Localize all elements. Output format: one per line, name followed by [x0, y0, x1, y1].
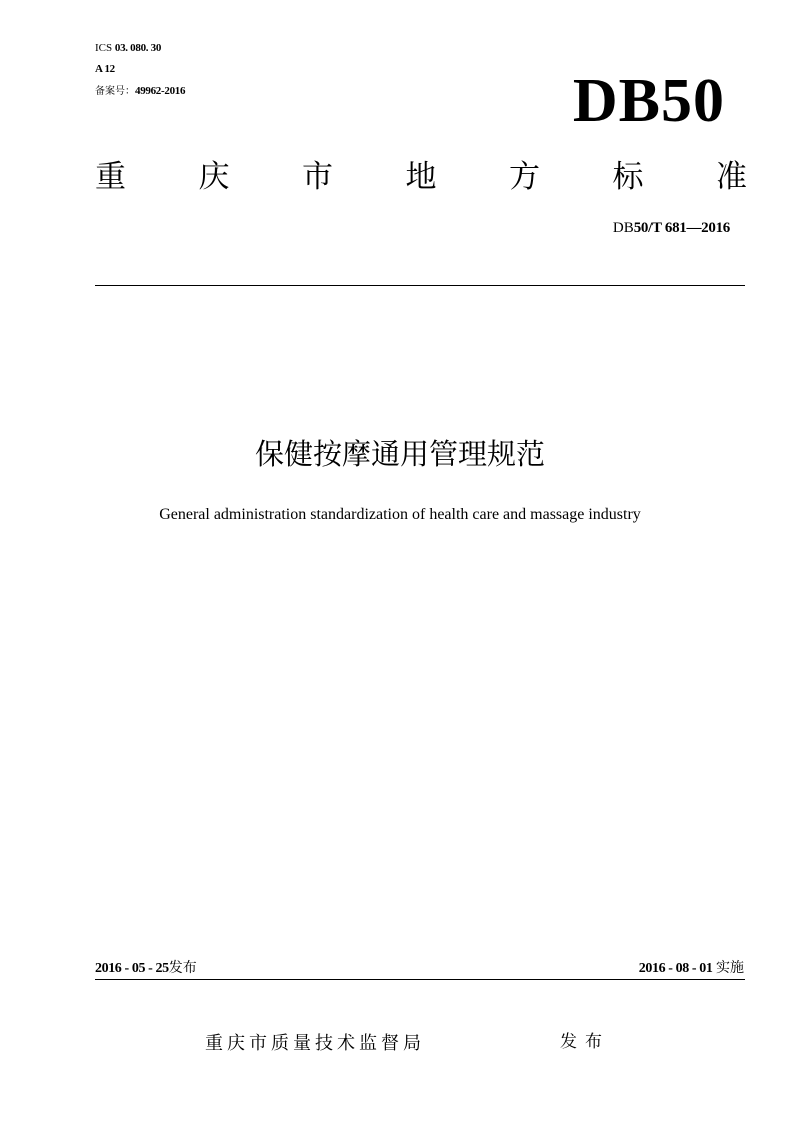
standard-type-char: 方 [509, 159, 540, 195]
ccs-code [95, 62, 115, 76]
ics-label: ICS [95, 42, 113, 54]
publish-date-value: 2016 - 05 - 25 [95, 961, 169, 976]
publish-date [95, 958, 197, 979]
db50-logo: DB50 [572, 67, 725, 135]
record-value: 49962-2016 [135, 85, 186, 97]
standard-type-char: 庆 [198, 159, 230, 195]
ccs-value: A 12 [95, 63, 115, 75]
issuing-authority: 重庆市质量技术监督局 [205, 1033, 425, 1054]
document-title-zh: 保健按摩通用管理规范 [254, 437, 545, 471]
implement-date [639, 958, 744, 979]
standard-type-char: 标 [612, 159, 644, 195]
record-number [95, 84, 185, 99]
standard-type-char: 市 [302, 159, 333, 195]
publish-label: 发布 [168, 960, 197, 976]
ics-code [95, 41, 161, 55]
issue-verb: 发布 [560, 1032, 610, 1052]
standard-number-code: 50/T 681—2016 [633, 220, 730, 236]
ics-value: 03. 080. 30 [114, 42, 162, 54]
bottom-divider [95, 979, 745, 980]
implement-label: 实施 [716, 960, 744, 976]
standard-type-char: 地 [405, 159, 437, 195]
standard-type-char: 重 [95, 159, 126, 195]
top-divider [95, 285, 745, 286]
standard-type-char: 准 [716, 159, 747, 195]
record-label: 备案号： [95, 86, 135, 97]
standard-number [613, 218, 730, 238]
standard-type-heading [95, 155, 747, 199]
standard-number-prefix: DB [612, 220, 634, 236]
implement-date-value: 2016 - 08 - 01 [638, 961, 713, 976]
document-title-en: General administration standardization of health care and massage industry [159, 506, 641, 523]
